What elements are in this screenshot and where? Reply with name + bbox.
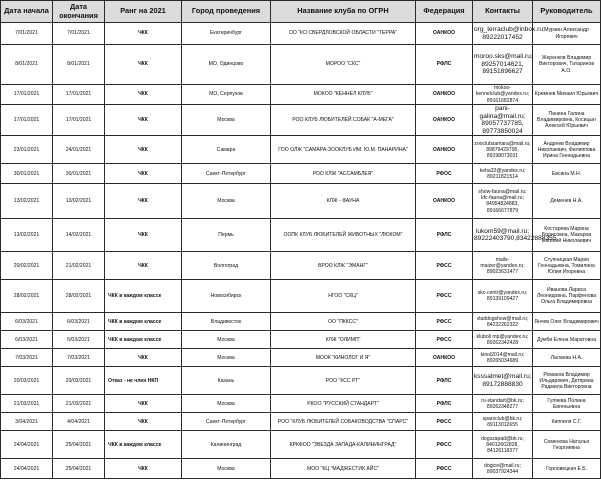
- date-end-cell: 6/03/2021: [53, 331, 105, 349]
- contacts-cell: moroo.sks@mail.ru; 89257014621, 89151896627: [473, 45, 533, 85]
- table-row: [1, 331, 601, 349]
- date-end-cell: 20/03/2021: [53, 367, 105, 395]
- city-cell: МО, Серпухов: [182, 85, 271, 105]
- head-cell: Деменев Н.А.: [533, 184, 601, 219]
- contacts-cell: lukom59@mail.ru; 89222403790,83422888355: [473, 219, 533, 252]
- head-cell: Андреев Владимир Николаевич, Филиппова Ирина Геннадьевна: [533, 136, 601, 164]
- date-start-cell: 6/03/2021: [1, 331, 53, 349]
- club-name-cell: КЛЖ - ФАУНА: [271, 184, 416, 219]
- head-cell: Семенова Наталья Георгиевна: [533, 431, 601, 459]
- table-body: [1, 23, 601, 479]
- club-name-cell: РОО КЛУБ ЛЮБИТЕЛЕЙ СОБАК "А-МЕГА": [271, 105, 416, 136]
- date-start-cell: 24/04/2021: [1, 459, 53, 479]
- head-cell: Романов Владимир Ильдарович, Детярева Радмила Викторовна: [533, 367, 601, 395]
- date-start-cell: 20/03/2021: [1, 367, 53, 395]
- city-cell: Новосибирск: [182, 280, 271, 313]
- table-row: [1, 280, 601, 313]
- date-end-cell: 17/01/2021: [53, 85, 105, 105]
- federation-cell: ОАНКОО: [416, 85, 473, 105]
- date-end-cell: 25/04/2021: [53, 459, 105, 479]
- header-head: Руководитель: [533, 1, 601, 23]
- date-start-cell: 13/02/2021: [1, 219, 53, 252]
- date-start-cell: 28/02/2021: [1, 280, 53, 313]
- date-start-cell: 17/01/2021: [1, 105, 53, 136]
- date-start-cell: 7/01/2021: [1, 23, 53, 45]
- rank-cell: Отказ - не член НКП: [105, 367, 182, 395]
- city-cell: Москва: [182, 331, 271, 349]
- table-row: [1, 136, 601, 164]
- contacts-cell: pani-galina@mail.ru; 89057737785, 89773850024: [473, 105, 533, 136]
- rank-cell: ЧКК: [105, 349, 182, 367]
- city-cell: Калининград: [182, 431, 271, 459]
- federation-cell: ОАНКОО: [416, 136, 473, 164]
- city-cell: Санкт-Петербург: [182, 413, 271, 431]
- federation-cell: РФОС: [416, 164, 473, 184]
- rank-cell: ЧКК: [105, 105, 182, 136]
- head-cell: Гуляева Полина Евгеньевна: [533, 395, 601, 413]
- head-cell: Янчев Олег Владимирович: [533, 313, 601, 331]
- date-start-cell: 3/04/2021: [1, 413, 53, 431]
- contacts-cell: keha32@yandex.ru; 89211821514: [473, 164, 533, 184]
- rank-cell: ЧКК: [105, 184, 182, 219]
- federation-cell: ОАНКОО: [416, 349, 473, 367]
- federation-cell: РФСС: [416, 313, 473, 331]
- city-cell: Екатеринбург: [182, 23, 271, 45]
- date-start-cell: 6/03/2021: [1, 313, 53, 331]
- header-federation: Федерация: [416, 1, 473, 23]
- club-name-cell: ОО "КО СВЕРДЛОВСКОЙ ОБЛАСТИ "ТЕРРА": [271, 23, 416, 45]
- contacts-cell: skc-centr@yandex.ru; 89139109427: [473, 280, 533, 313]
- table-row: [1, 164, 601, 184]
- rank-cell: ЧКК в каждом классе: [105, 280, 182, 313]
- federation-cell: РФЛС: [416, 395, 473, 413]
- rank-cell: ЧКК: [105, 85, 182, 105]
- federation-cell: РФСС: [416, 280, 473, 313]
- date-end-cell: 14/02/2021: [53, 219, 105, 252]
- rank-cell: ЧКК: [105, 252, 182, 280]
- city-cell: Москва: [182, 184, 271, 219]
- date-end-cell: 17/01/2021: [53, 105, 105, 136]
- federation-cell: РФЛС: [416, 367, 473, 395]
- club-name-cell: МОРОО "СКС": [271, 45, 416, 85]
- rank-cell: ЧКК в каждом классе: [105, 431, 182, 459]
- date-end-cell: 21/02/2021: [53, 252, 105, 280]
- rank-cell: ЧКК: [105, 395, 182, 413]
- table-row: [1, 45, 601, 85]
- date-end-cell: 4/04/2021: [53, 413, 105, 431]
- club-name-cell: НГОО "СКЦ": [271, 280, 416, 313]
- contacts-cell: dogszapad@bk.ru; 84012602828, 84126118377: [473, 431, 533, 459]
- contacts-cell: vladdogshow@mail.ru; 84232262322: [473, 313, 533, 331]
- head-cell: Мурзин Александр Игоревич: [533, 23, 601, 45]
- rank-cell: ЧКК: [105, 136, 182, 164]
- table-row: [1, 431, 601, 459]
- club-name-cell: РОО "КЛУБ ЛЮБИТЕЛЕЙ СОБАКОВОДСТВА "СПАРС": [271, 413, 416, 431]
- city-cell: МО, Одинцово: [182, 45, 271, 85]
- date-start-cell: 21/03/2021: [1, 395, 53, 413]
- table-row: [1, 252, 601, 280]
- club-name-cell: РОО "КСС РТ": [271, 367, 416, 395]
- date-start-cell: 7/03/2021: [1, 349, 53, 367]
- rank-cell: ЧКК в каждом классе: [105, 331, 182, 349]
- head-cell: Иванова Лариса Леонидовна, Парфенова Ольга Владимировна: [533, 280, 601, 313]
- contacts-cell: kluboli mp@yandex.ru; 89262342428: [473, 331, 533, 349]
- head-cell: Думби Елена Маратовна: [533, 331, 601, 349]
- federation-cell: РФСС: [416, 331, 473, 349]
- header-club: Название клуба по ОГРН: [271, 1, 416, 23]
- table-row: [1, 105, 601, 136]
- date-end-cell: 28/02/2021: [53, 280, 105, 313]
- rank-cell: ЧКК: [105, 459, 182, 479]
- table-row: [1, 413, 601, 431]
- city-cell: Казань: [182, 367, 271, 395]
- date-start-cell: 23/01/2021: [1, 136, 53, 164]
- contacts-cell: mails-maizer@yandex.ru; 89023631477: [473, 252, 533, 280]
- federation-cell: РФСС: [416, 459, 473, 479]
- club-name-cell: МООК "КИНОЛОГ И Я": [271, 349, 416, 367]
- table-row: [1, 367, 601, 395]
- header-contacts: Контакты: [473, 1, 533, 23]
- federation-cell: РФСС: [416, 413, 473, 431]
- head-cell: Евсина М.Н.: [533, 164, 601, 184]
- federation-cell: РФЛС: [416, 45, 473, 85]
- date-start-cell: 20/02/2021: [1, 252, 53, 280]
- head-cell: Лалаева Н.А.: [533, 349, 601, 367]
- date-end-cell: 6/03/2021: [53, 313, 105, 331]
- contacts-cell: ksssalmet@mail.ru; 89172888830: [473, 367, 533, 395]
- table-row: [1, 349, 601, 367]
- city-cell: Волгоград: [182, 252, 271, 280]
- rank-cell: ЧКК: [105, 219, 182, 252]
- head-cell: Жеренков Владимир Викторович, Татаринов А.О.: [533, 45, 601, 85]
- contacts-cell: zooclubsamara@mail.ru; 89879429795, 89198073031: [473, 136, 533, 164]
- city-cell: Москва: [182, 395, 271, 413]
- date-end-cell: 13/02/2021: [53, 184, 105, 219]
- club-name-cell: КЛЖ "ОЛИМП": [271, 331, 416, 349]
- contacts-cell: org_terraclub@inbox.ru; 89222017452: [473, 23, 533, 45]
- header-date-start: Дата начала: [1, 1, 53, 23]
- table-row: [1, 395, 601, 413]
- club-name-cell: МОКОО "КЕННЕЛ КЛУБ": [271, 85, 416, 105]
- city-cell: Москва: [182, 459, 271, 479]
- date-end-cell: 25/04/2021: [53, 431, 105, 459]
- city-cell: Владивосток: [182, 313, 271, 331]
- rank-cell: ЧКК: [105, 164, 182, 184]
- city-cell: Самара: [182, 136, 271, 164]
- club-name-cell: ООПК КЛУБ ЛЮБИТЕЛЕЙ ЖИВОТНЫХ "ЛЮКОМ": [271, 219, 416, 252]
- contacts-cell: ru-standart@bk.ru; 89262348277: [473, 395, 533, 413]
- table-row: [1, 85, 601, 105]
- date-end-cell: 8/01/2021: [53, 45, 105, 85]
- table-row: [1, 184, 601, 219]
- head-cell: Горловецкая Е.Б.: [533, 459, 601, 479]
- rank-cell: ЧКК: [105, 45, 182, 85]
- head-cell: Кремнев Михаил Юрьевич: [533, 85, 601, 105]
- table-row: [1, 459, 601, 479]
- header-city: Город проведения: [182, 1, 271, 23]
- date-start-cell: 8/01/2021: [1, 45, 53, 85]
- contacts-cell: kinol2014@mail.ru; 89265034689: [473, 349, 533, 367]
- head-cell: Костарева Марина Борисовна, Макаров Евгений Николаевич: [533, 219, 601, 252]
- header-row: [1, 1, 601, 23]
- header-rank: Ранг на 2021: [105, 1, 182, 23]
- city-cell: Санкт-Петербург: [182, 164, 271, 184]
- rank-cell: ЧКК: [105, 23, 182, 45]
- federation-cell: ОАНКОО: [416, 105, 473, 136]
- date-start-cell: 24/04/2021: [1, 431, 53, 459]
- contacts-cell: show-fauna@mail.ru; kfc-fauna@mail.ru; 84954824883, 89166677879: [473, 184, 533, 219]
- date-start-cell: 30/01/2021: [1, 164, 53, 184]
- head-cell: Панина Галина Владимировна, Косицын Алексей Юрьевич: [533, 105, 601, 136]
- date-end-cell: 30/01/2021: [53, 164, 105, 184]
- federation-cell: ОАНКОО: [416, 184, 473, 219]
- club-name-cell: РКОО "РУССКИЙ СТАНДАРТ": [271, 395, 416, 413]
- contacts-cell: mokoo-kennelclub@yandex.ru; 89161682874: [473, 85, 533, 105]
- table-row: [1, 23, 601, 45]
- date-start-cell: 17/01/2021: [1, 85, 53, 105]
- federation-cell: РФЛС: [416, 219, 473, 252]
- contacts-cell: sparsclub@bk.ru; 89113012655: [473, 413, 533, 431]
- city-cell: Москва: [182, 349, 271, 367]
- club-name-cell: ВРОО КЛЖ "ЭМАНГ": [271, 252, 416, 280]
- date-end-cell: 24/01/2021: [53, 136, 105, 164]
- federation-cell: РФСС: [416, 431, 473, 459]
- rank-cell: ЧКК: [105, 413, 182, 431]
- city-cell: Пермь: [182, 219, 271, 252]
- date-end-cell: 21/03/2021: [53, 395, 105, 413]
- head-cell: Киппиля С.Г.: [533, 413, 601, 431]
- club-name-cell: РОО КЛЖ "АССАМБЛЕЯ": [271, 164, 416, 184]
- head-cell: Ступницкая Мария Геннадьевна, Томилина Юлия Игоревна: [533, 252, 601, 280]
- club-name-cell: МОО "КЦ "МАДЖЕСТИК АЙС": [271, 459, 416, 479]
- federation-cell: РФСС: [416, 252, 473, 280]
- table-row: [1, 219, 601, 252]
- table-row: [1, 313, 601, 331]
- federation-cell: ОАНКОО: [416, 23, 473, 45]
- contacts-cell: dogice@mail.ru; 89037924344: [473, 459, 533, 479]
- date-end-cell: 7/03/2021: [53, 349, 105, 367]
- club-name-cell: ГОО ОЛЖ "САМАРА-ЗООКЛУБ ИМ. Ю.М. ПАНАРИНА": [271, 136, 416, 164]
- date-end-cell: 7/01/2021: [53, 23, 105, 45]
- date-start-cell: 13/02/2021: [1, 184, 53, 219]
- club-name-cell: ОО "ПККСС": [271, 313, 416, 331]
- club-name-cell: КРКФОО "ЗВЕЗДА ЗАПАДА-КАЛИНИНГРАД": [271, 431, 416, 459]
- city-cell: Москва: [182, 105, 271, 136]
- rank-cell: ЧКК в каждом классе: [105, 313, 182, 331]
- header-date-end: Дата окончания: [53, 1, 105, 23]
